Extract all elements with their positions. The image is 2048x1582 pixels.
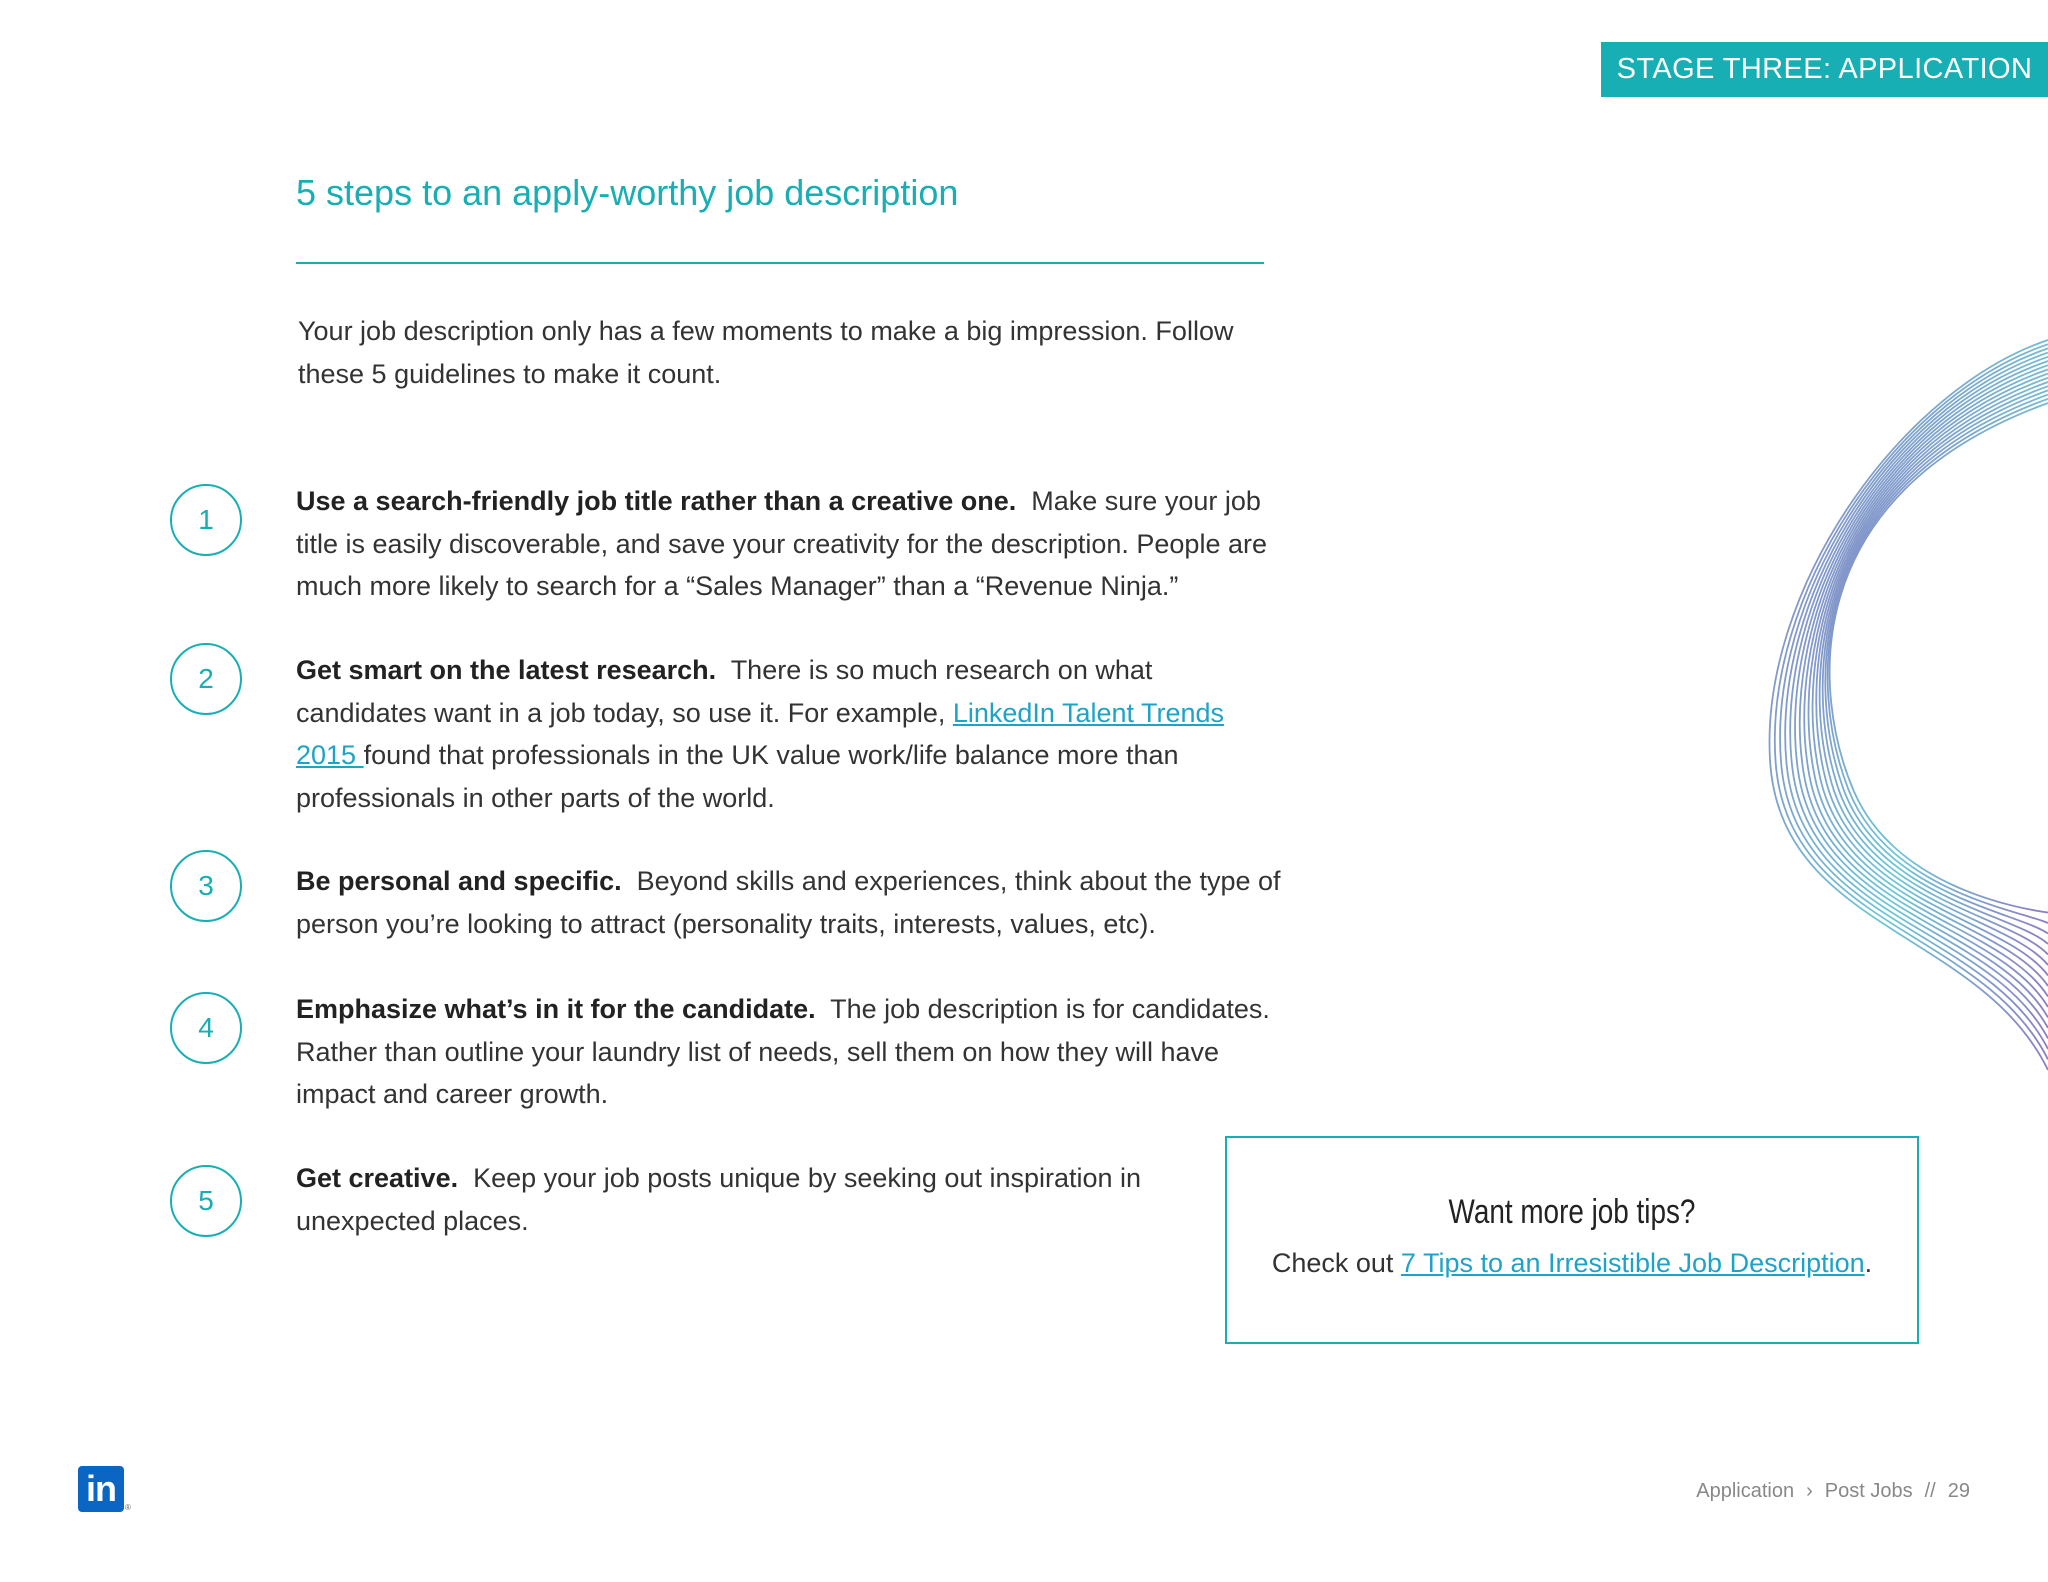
footer-breadcrumb (1690, 1480, 1976, 1503)
linkedin-logo (78, 1466, 124, 1512)
step-body-end: found that professionals in the UK value work/life balance more than professionals in other parts of the world. (296, 740, 1179, 813)
step-body: Keep your job posts unique by seeking out inspiration in unexpected places. (296, 1163, 1142, 1236)
stage-banner-label: STAGE THREE: APPLICATION (1616, 53, 2033, 85)
callout-suffix: . (1864, 1248, 1873, 1278)
wave-line (1830, 403, 2048, 913)
step-body: Beyond skills and experiences, think about the type of person you’re looking to attract (personality traits, interests, values, etc). (296, 866, 1281, 939)
breadcrumb-separator: › (1806, 1480, 1813, 1502)
wave-line (1823, 390, 2048, 944)
step-number-badge: 2 (170, 643, 242, 715)
job-tips-callout (1225, 1136, 1919, 1344)
registered-mark: ® (125, 1503, 131, 1512)
step-heading: Use a search-friendly job title rather than a creative one. (296, 486, 1017, 516)
step-text (296, 480, 1286, 608)
title-divider (296, 262, 1264, 264)
callout-prefix: Check out (1271, 1248, 1401, 1278)
step-number-badge: 5 (170, 1165, 242, 1237)
callout-title: Want more job tips? (1448, 1193, 1696, 1231)
step-heading: Emphasize what’s in it for the candidate. (296, 994, 816, 1024)
step-text (296, 860, 1286, 945)
step-text (296, 988, 1286, 1116)
step-heading: Be personal and specific. (296, 866, 622, 896)
decorative-wave-lines (1740, 330, 2048, 1090)
step-heading: Get smart on the latest research. (296, 655, 717, 685)
linkedin-logo-text: in (86, 1468, 116, 1509)
talent-trends-link[interactable]: LinkedIn Talent Trends 2015 (296, 697, 1225, 770)
breadcrumb-divider: // (1924, 1480, 1936, 1502)
step-body-start: There is so much research on what candidates want in a job today, so use it. For example, (296, 655, 1153, 728)
step-text (296, 649, 1286, 819)
step-body: The job description is for candidates. Rather than outline your laundry list of needs, sell them on how they will have impact and career growth. (296, 994, 1270, 1109)
step-heading: Get creative. (296, 1163, 459, 1193)
stage-banner (1601, 42, 2048, 97)
wave-line (1820, 386, 2048, 954)
breadcrumb-subsection: Post Jobs (1824, 1480, 1913, 1502)
wave-line (1828, 399, 2048, 923)
page-title: 5 steps to an apply-worthy job description (296, 172, 959, 213)
step-text (296, 1157, 1176, 1242)
wave-line (1769, 340, 2048, 1070)
intro-paragraph: Your job description only has a few moments to make a big impression. Follow these 5 guidelines to make it count. (298, 316, 1234, 389)
step-number-badge: 4 (170, 992, 242, 1064)
step-number-badge: 1 (170, 484, 242, 556)
wave-line (1825, 395, 2048, 934)
page-number: 29 (1947, 1480, 1970, 1502)
irresistible-job-description-link[interactable]: 7 Tips to an Irresistible Job Description (1400, 1248, 1865, 1278)
callout-body (1227, 1248, 1917, 1279)
step-number-badge: 3 (170, 850, 242, 922)
breadcrumb-section: Application (1696, 1480, 1795, 1502)
step-body: Make sure your job title is easily discoverable, and save your creativity for the description. People are much more likely to search for a “Sales Manager” than a “Revenue Ninja.” (296, 486, 1267, 601)
